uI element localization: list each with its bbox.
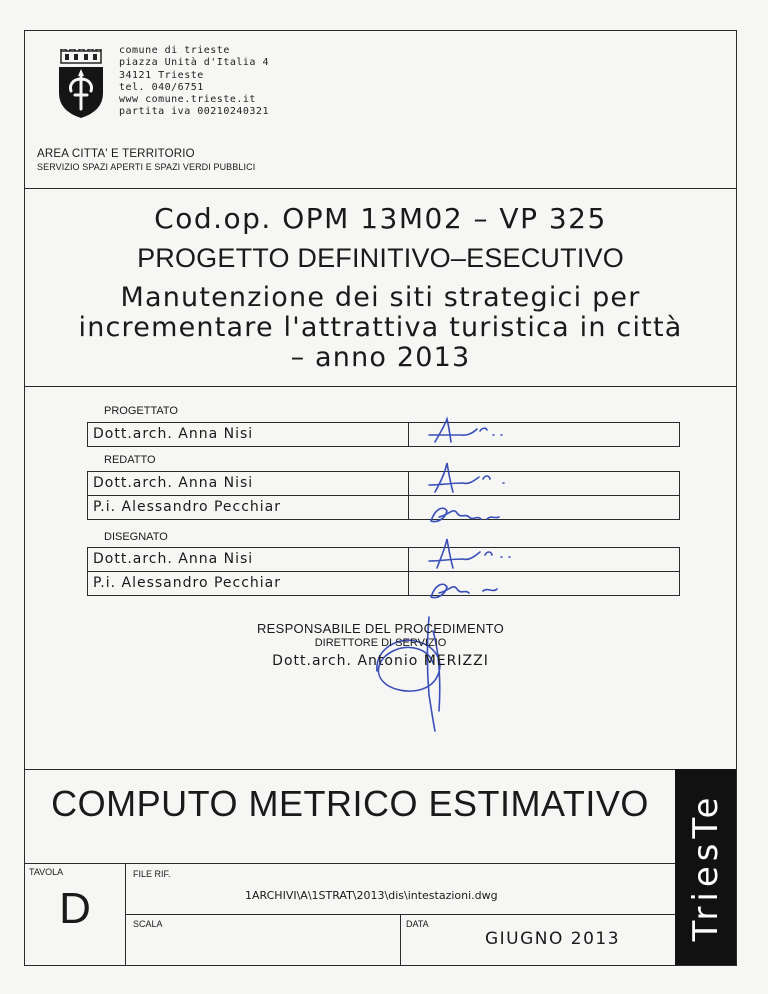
divider xyxy=(25,863,675,864)
document-title: COMPUTO METRICO ESTIMATIVO xyxy=(51,783,649,824)
brand-text: TriesTe xyxy=(685,792,726,942)
responsabile-name: Dott.arch. Antonio MERIZZI xyxy=(272,653,489,669)
signature-nisi xyxy=(429,419,502,442)
signature-nisi xyxy=(429,539,510,568)
person-name: Dott.arch. Anna Nisi xyxy=(93,426,254,442)
tavola-value: D xyxy=(59,884,91,933)
signature-nisi xyxy=(429,463,504,492)
responsabile-role: DIRETTORE DI SERVIZIO xyxy=(314,637,447,649)
person-name: Dott.arch. Anna Nisi xyxy=(93,551,254,567)
tavola-label: TAVOLA xyxy=(29,867,64,877)
project-type: PROGETTO DEFINITIVO–ESECUTIVO xyxy=(137,243,624,273)
scala-label: SCALA xyxy=(133,919,163,929)
person-name: P.i. Alessandro Pecchiar xyxy=(93,575,282,591)
signature-pecchiar xyxy=(431,584,497,597)
address-line: partita iva 00210240321 xyxy=(119,106,269,118)
address-line: comune di trieste xyxy=(119,45,230,56)
description-line: incrementare l'attrattiva turistica in città xyxy=(78,312,683,343)
address-line: www comune.trieste.it xyxy=(119,94,256,106)
servizio-label: SERVIZIO SPAZI APERTI E SPAZI VERDI PUBBLICI xyxy=(37,162,256,172)
data-value: GIUGNO 2013 xyxy=(485,929,621,949)
redatto-label: REDATTO xyxy=(104,454,156,466)
progettato-label: PROGETTATO xyxy=(104,405,178,417)
disegnato-label: DISEGNATO xyxy=(104,531,168,543)
file-label: FILE RIF. xyxy=(133,869,171,879)
document-sheet xyxy=(24,30,737,966)
file-path: 1ARCHIVI\A\1STRAT\2013\dis\intestazioni.dwg xyxy=(245,889,498,902)
signature-pecchiar xyxy=(431,508,499,521)
trieste-brand-logo xyxy=(675,769,736,965)
address-line: tel. 040/6751 xyxy=(119,81,204,93)
address-line: 34121 Trieste xyxy=(119,69,204,81)
person-name: Dott.arch. Anna Nisi xyxy=(93,475,254,491)
operation-code: Cod.op. OPM 13M02 – VP 325 xyxy=(154,202,607,235)
description-line: – anno 2013 xyxy=(290,342,471,373)
address-line: piazza Unità d'Italia 4 xyxy=(119,57,269,69)
divider xyxy=(400,914,401,965)
divider xyxy=(25,769,736,770)
area-label: AREA CITTA' E TERRITORIO xyxy=(37,148,195,160)
person-name: P.i. Alessandro Pecchiar xyxy=(93,499,282,515)
description-line: Manutenzione dei siti strategici per xyxy=(120,282,641,313)
data-label: DATA xyxy=(406,919,429,929)
responsabile-title: RESPONSABILE DEL PROCEDIMENTO xyxy=(256,621,505,636)
